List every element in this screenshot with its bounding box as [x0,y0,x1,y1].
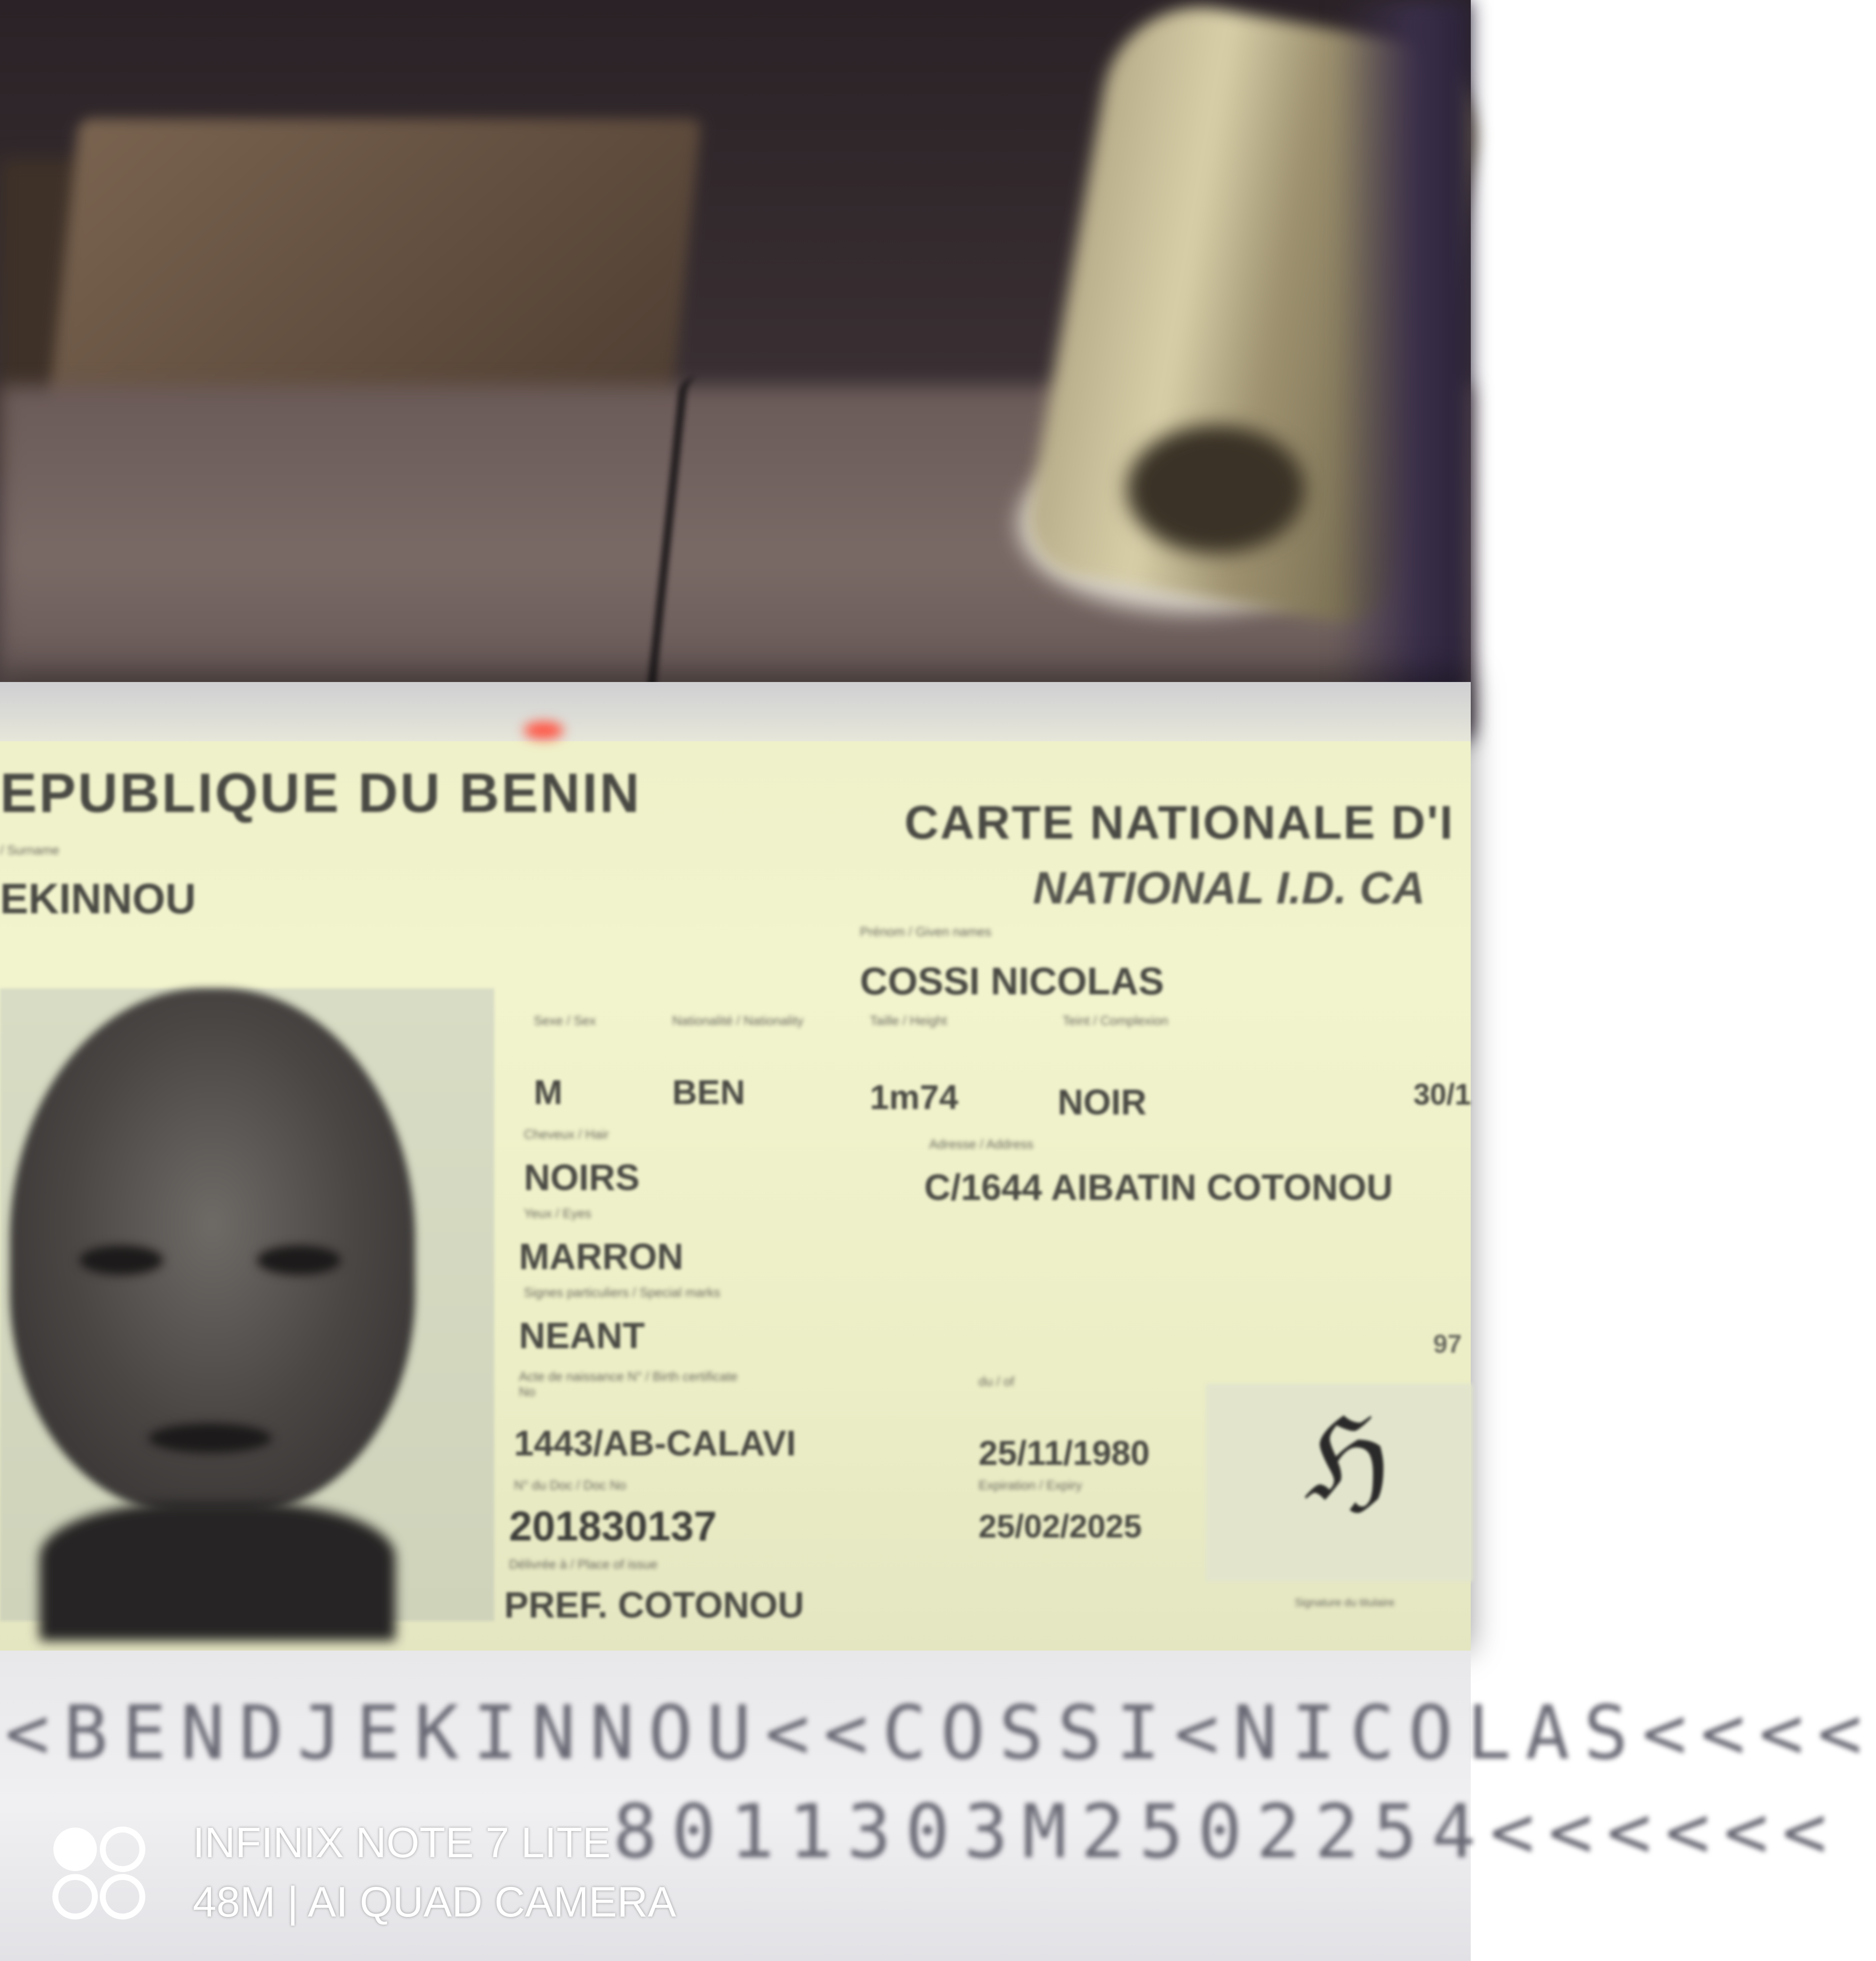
camera-watermark [49,1819,741,1937]
hair-value: NOIRS [524,1157,640,1198]
holder-photo-shoulders [40,1502,395,1641]
card-sheen [0,682,1471,741]
nationality-label: Nationalité / Nationality [672,1013,804,1028]
expiry-value: 25/02/2025 [979,1508,1142,1544]
dob-partial: 30/1 [1413,1078,1471,1111]
holder-photo-eye-right [257,1245,341,1275]
address-value: C/1644 AIBATIN COTONOU [924,1167,1393,1208]
given-names-value: COSSI NICOLAS [860,959,1164,1003]
complexion-value: NOIR [1058,1083,1147,1122]
watermark-model: INFINIX NOTE 7 LITE [193,1819,611,1867]
misc-right: 97 [1433,1330,1462,1359]
mrz-line-2: 8011303M2502254<<<<<< [613,1789,1841,1875]
eyes-value: MARRON [519,1236,683,1277]
given-names-label: Prénom / Given names [860,924,991,939]
birth-cert-date-label: du / of [979,1374,1015,1389]
holder-signature: ℌ [1305,1394,1391,1526]
birth-cert-label: Acte de naissance N° / Birth certificate No [519,1369,738,1399]
marks-label: Signes particuliers / Special marks [524,1285,721,1300]
holder-photo-mouth [148,1423,272,1453]
sex-value: M [534,1073,563,1111]
right-shadow [1334,0,1471,741]
expiry-label: Expiration / Expiry [979,1478,1082,1492]
marks-value: NEANT [519,1315,645,1356]
height-value: 1m74 [870,1078,959,1116]
hair-label: Cheveux / Hair [524,1127,609,1142]
address-label: Adresse / Address [929,1137,1033,1151]
surname-label: / Surname [0,843,59,857]
watermark-camera: 48M | AI QUAD CAMERA [193,1878,677,1926]
sex-label: Sexe / Sex [534,1013,596,1028]
birth-cert-date-value: 25/11/1980 [979,1434,1150,1472]
holder-photo-eye-left [79,1245,163,1275]
doc-no-value: 201830137 [509,1503,717,1549]
doc-no-label: N° du Doc / Doc No [514,1478,627,1492]
surname-value: EKINNOU [0,875,196,923]
camera-lens-logo-icon [49,1824,148,1922]
country-name: EPUBLIQUE DU BENIN [0,762,641,824]
birth-cert-value: 1443/AB-CALAVI [514,1424,796,1463]
device-shadow [1127,425,1305,554]
issued-value: PREF. COTONOU [504,1584,805,1625]
card-title-en: NATIONAL I.D. CA [1033,863,1425,913]
nationality-value: BEN [672,1073,745,1111]
issued-label: Délivrée à / Place of issue [509,1557,658,1572]
height-label: Taille / Height [870,1013,947,1028]
complexion-label: Teint / Complexion [1063,1013,1168,1028]
signature-label: Signature du titulaire [1295,1596,1395,1609]
card-title: CARTE NATIONALE D'I [904,796,1454,849]
red-light-reflection [524,722,563,739]
mrz-line-1: <BENDJEKINNOU<<COSSI<NICOLAS<<<< [5,1690,1876,1776]
eyes-label: Yeux / Eyes [524,1206,592,1221]
